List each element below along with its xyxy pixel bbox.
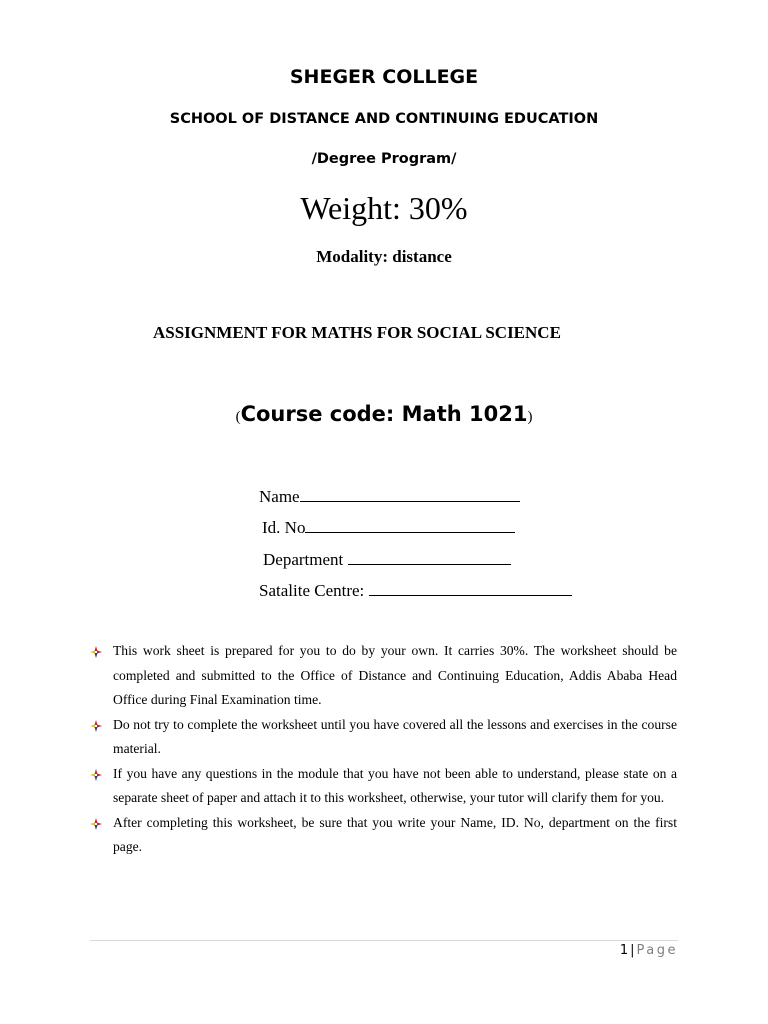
four-color-arrow-bullet-icon xyxy=(90,769,102,781)
page-label: Page xyxy=(636,943,678,958)
course-close-paren: ) xyxy=(527,409,533,425)
name-label: Name xyxy=(259,487,300,506)
instruction-text: If you have any questions in the module that you have not been able to understand, please state on a separate sheet of paper and attach it to this worksheet, otherwise, your tutor will clarify them for you. xyxy=(113,765,677,805)
name-field[interactable] xyxy=(259,487,520,507)
satellite-centre-field[interactable] xyxy=(259,581,572,601)
satellite-centre-label: Satalite Centre: xyxy=(259,581,369,600)
instruction-text: This work sheet is prepared for you to do by your own. It carries 30%. The worksheet should be completed and submitted to the Office of Distance and Continuing Education, Addis Ababa Head Office during Final Examination time. xyxy=(113,643,677,707)
modality-text: Modality: distance xyxy=(316,247,452,266)
department-blank-line[interactable] xyxy=(348,550,511,565)
four-color-arrow-bullet-icon xyxy=(90,818,102,830)
list-item xyxy=(88,639,677,713)
assignment-title: ASSIGNMENT FOR MATHS FOR SOCIAL SCIENCE xyxy=(153,323,561,342)
list-item xyxy=(88,762,677,811)
satellite-centre-blank-line[interactable] xyxy=(369,581,572,596)
list-item xyxy=(88,811,677,860)
course-code: Course code: Math 1021 xyxy=(240,402,528,426)
page-footer xyxy=(620,943,678,958)
college-name: SHEGER COLLEGE xyxy=(289,66,479,88)
id-label: Id. No xyxy=(262,518,306,537)
course-open-paren: ( xyxy=(235,409,241,425)
program-name: /Degree Program/ xyxy=(311,151,457,167)
list-item xyxy=(88,713,677,762)
department-label: Department xyxy=(263,550,348,569)
id-field[interactable] xyxy=(262,518,515,538)
school-name: SCHOOL OF DISTANCE AND CONTINUING EDUCATION xyxy=(169,111,599,127)
instruction-list xyxy=(88,639,677,860)
page-number: 1 xyxy=(619,943,629,958)
weight-heading: Weight: 30% xyxy=(300,190,468,226)
course-code-line xyxy=(0,402,768,426)
id-blank-line[interactable] xyxy=(305,518,515,533)
instruction-text: After completing this worksheet, be sure that you write your Name, ID. No, department on the first page. xyxy=(113,814,677,854)
instruction-text: Do not try to complete the worksheet until you have covered all the lessons and exercises in the course material. xyxy=(113,716,677,756)
footer-separator: | xyxy=(630,943,635,958)
name-blank-line[interactable] xyxy=(300,487,520,502)
four-color-arrow-bullet-icon xyxy=(90,720,102,732)
department-field[interactable] xyxy=(263,550,511,570)
footer-divider xyxy=(90,940,678,941)
four-color-arrow-bullet-icon xyxy=(90,646,102,658)
